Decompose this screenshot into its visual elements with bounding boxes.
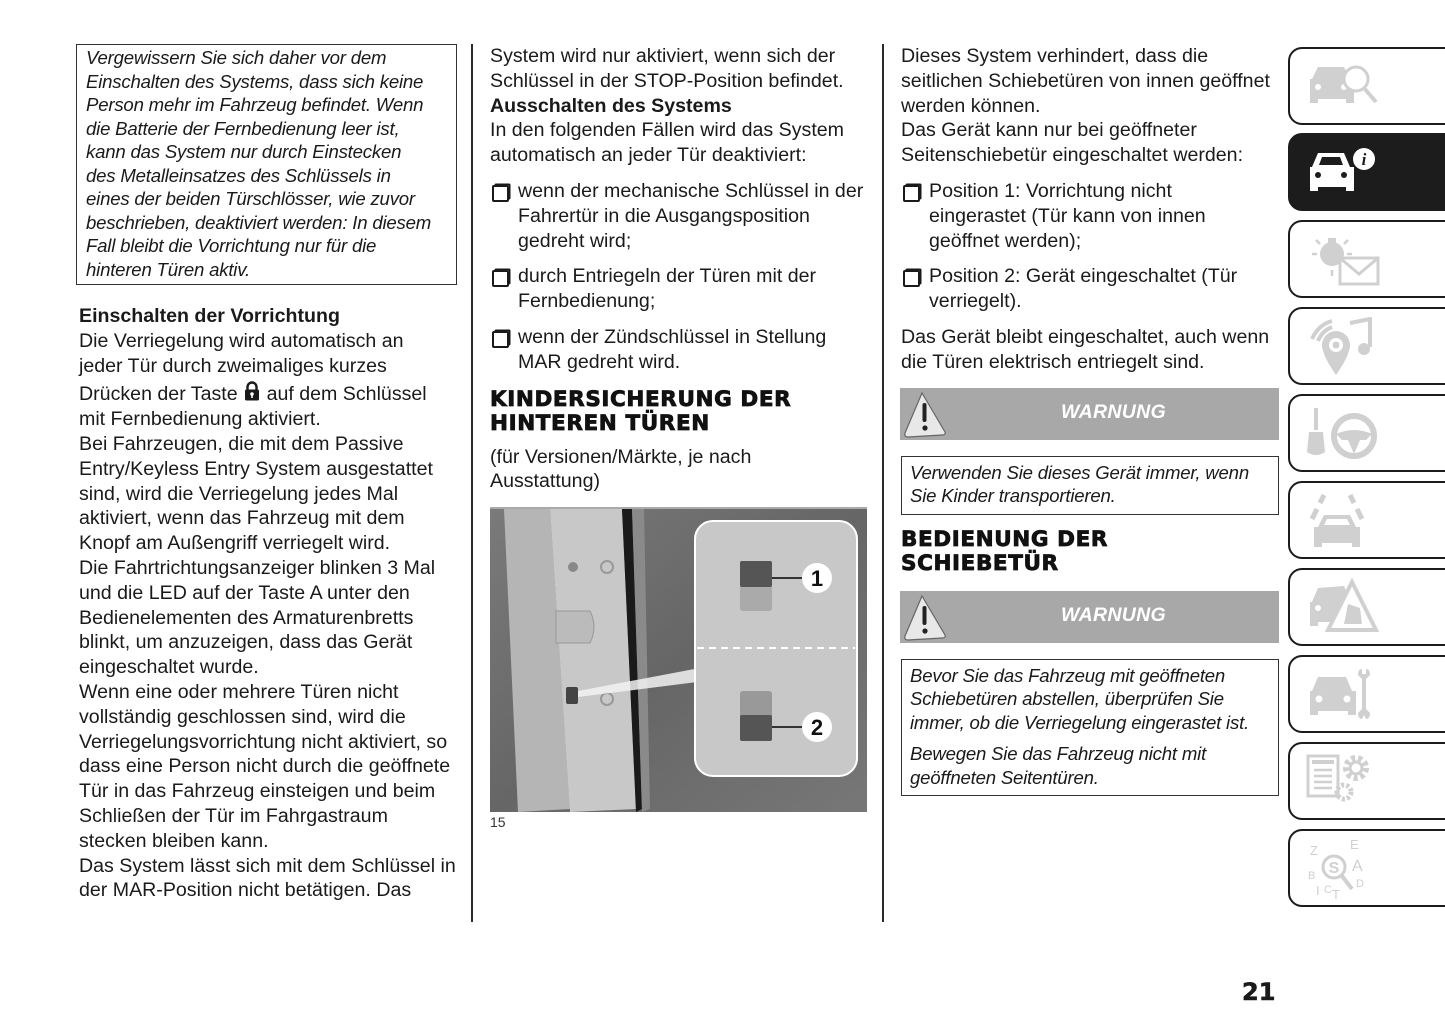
section-title-line: HINTEREN TÜREN [490, 411, 710, 437]
column-3 [901, 44, 1279, 796]
figure-child-lock [490, 507, 867, 812]
warning-text: Verwenden Sie dieses Gerät immer, wenn Sie Kinder transportieren. [910, 461, 1249, 507]
note-line: hinteren Türen aktiv. [86, 258, 250, 280]
figure-caption: 15 [490, 814, 506, 831]
tab-car-search[interactable] [1288, 47, 1445, 125]
list-gears-icon [1304, 752, 1384, 812]
warning-text-box [901, 659, 1279, 797]
subtitle: (für Versionen/Märkte, je nach Ausstattung) [490, 445, 752, 493]
paragraph: Die Fahrtrichtungsanzeiger blinken 3 Mal und die LED auf der Taste A unter den Bedienelementen des Armaturenbretts blinkt, um anzuzeigen, dass das Gerät eingeschaltet wurde. [79, 556, 436, 679]
bullet-item [901, 179, 1279, 253]
note-line: beschrieben, deaktiviert werden: In diesem [86, 211, 432, 233]
note-box [76, 44, 457, 285]
tab-emergency[interactable] [1288, 568, 1445, 646]
key-steering-wheel-icon [1304, 404, 1384, 464]
tab-maintenance[interactable] [1288, 655, 1445, 733]
car-lane-icon [1304, 491, 1384, 551]
section-title-kindersicherung [490, 388, 868, 437]
paragraph: Das Gerät kann nur bei geöffneter Seitenschiebetür eingeschaltet werden: [901, 119, 1244, 167]
bullet-item [901, 264, 1279, 314]
column-divider [471, 44, 473, 922]
checkbox-bullet-icon [903, 185, 920, 202]
tab-car-info[interactable] [1288, 133, 1445, 211]
tab-key-steering[interactable] [1288, 394, 1445, 472]
svg-text:B: B [1308, 870, 1316, 882]
section-title-line: SCHIEBETÜR [901, 551, 1059, 577]
tab-driving[interactable] [1288, 481, 1445, 559]
car-search-icon [1304, 57, 1384, 117]
paragraph: Das System lässt sich mit dem Schlüssel in der MAR-Position nicht betätigen. Das [79, 854, 456, 902]
column-2 [490, 44, 868, 830]
bullet-text: Position 2: Gerät eingeschaltet (Tür verriegelt). [929, 265, 1238, 313]
warning-label: WARNUNG [1060, 400, 1166, 423]
svg-text:I: I [1316, 883, 1320, 898]
note-line: Einschalten des Systems, dass sich keine [86, 70, 424, 92]
bullet-text: wenn der mechanische Schlüssel in der Fahrertür in die Ausgangsposition gedreht wird; [518, 179, 864, 252]
subheading-einschalten: Einschalten der Vorrichtung [79, 305, 340, 327]
callout-2: 2 [810, 715, 824, 741]
svg-text:S: S [1328, 860, 1340, 877]
warning-light-message-icon [1304, 230, 1384, 290]
note-line: Person mehr im Fahrzeug befindet. Wenn [86, 94, 424, 115]
svg-text:Z: Z [1310, 843, 1318, 858]
svg-text:E: E [1350, 839, 1359, 852]
column-1 [79, 44, 457, 903]
subheading-ausschalten: Ausschalten des Systems [490, 94, 732, 117]
paragraph: System wird nur aktiviert, wenn sich der Schlüssel in der STOP-Position befindet. [490, 45, 844, 92]
car-emergency-triangle-icon [1304, 578, 1384, 638]
bullet-item [490, 179, 868, 253]
checkbox-bullet-icon [492, 185, 509, 202]
paragraph: In den folgenden Fällen wird das System automatisch an jeder Tür deaktiviert: [490, 119, 844, 167]
checkbox-bullet-icon [492, 331, 509, 348]
paragraph: Dieses System verhindert, dass die seitlichen Schiebetüren von innen geöffnet werden können. [901, 45, 1270, 117]
note-line: Fall bleibt die Vorrichtung nur für die [86, 235, 377, 256]
note-line: eines der beiden Türschlösser, wie zuvor [86, 188, 415, 209]
bullet-text: Position 1: Vorrichtung nicht eingerastet (Tür kann von innen geöffnet werden); [929, 179, 1206, 252]
car-info-icon [1304, 143, 1384, 203]
note-line: kann das System nur durch Einstecken [86, 141, 402, 162]
note-line: des Metalleinsatzes des Schlüssels in [86, 164, 391, 186]
bullet-item [490, 325, 868, 375]
svg-text:T: T [1332, 887, 1340, 899]
bullet-item [490, 264, 868, 314]
tab-warning-lights[interactable] [1288, 220, 1445, 298]
warning-text: Bewegen Sie das Fahrzeug nicht mit geöffneten Seitentüren. [910, 743, 1207, 788]
warning-banner [900, 591, 1279, 643]
child-lock-illustration [490, 509, 867, 812]
page-number: 21 [1242, 978, 1276, 1006]
car-wrench-icon [1304, 665, 1384, 725]
bullet-text: durch Entriegeln der Türen mit der Fernbedienung; [518, 265, 817, 313]
paragraph: Wenn eine oder mehrere Türen nicht vollständig geschlossen sind, wird die Verriegelungsvorrichtung nicht aktiviert, so dass eine Person nicht durch die geöffnete Tür in das Fahrzeug einsteigen und beim Schließen der Tür im Fahrgastraum stecken bleiben kann. [79, 680, 451, 852]
bullet-text: wenn der Zündschlüssel in Stellung MAR gedreht wird. [518, 325, 827, 373]
checkbox-bullet-icon [903, 270, 920, 287]
text-fragment: auf dem Schlüssel mit Fernbedienung aktiviert. [79, 383, 427, 431]
callout-1: 1 [810, 566, 824, 592]
warning-text-box [901, 456, 1279, 515]
section-title-line: BEDIENUNG DER [901, 526, 1109, 552]
paragraph: Die Verriegelung wird automatisch an jeder Tür durch zweimaliges kurzes [79, 329, 404, 377]
note-line: die Batterie der Fernbedienung leer ist, [86, 117, 400, 139]
alphabet-index-search-icon [1304, 839, 1384, 899]
svg-text:D: D [1356, 878, 1364, 890]
warning-text: Bevor Sie das Fahrzeug mit geöffneten Schiebetüren abstellen, überprüfen Sie immer, ob die Verriegelung eingerastet ist. [910, 664, 1250, 733]
multimedia-location-icon [1304, 317, 1384, 377]
svg-text:i: i [1361, 150, 1367, 169]
text-fragment: Drücken der Taste [79, 383, 238, 406]
checkbox-bullet-icon [492, 270, 509, 287]
warning-banner [900, 388, 1279, 440]
svg-text:C: C [1324, 884, 1332, 896]
tab-technical-data[interactable] [1288, 742, 1445, 820]
paragraph-with-icon [79, 381, 457, 432]
column-divider [882, 44, 884, 922]
note-line: Vergewissern Sie sich daher vor dem [86, 47, 387, 68]
warning-label: WARNUNG [1060, 603, 1166, 626]
section-title-line: KINDERSICHERUNG DER [490, 386, 792, 412]
tab-multimedia[interactable] [1288, 307, 1445, 385]
lock-icon [244, 381, 260, 401]
paragraph: Bei Fahrzeugen, die mit dem Passive Entry/Keyless Entry System ausgestattet sind, wird die Verriegelung jedes Mal aktiviert, wenn das Fahrzeug mit dem Knopf am Außengriff verriegelt wird. [79, 432, 433, 555]
section-title-schiebetuer [901, 528, 1279, 577]
tab-index[interactable] [1288, 829, 1445, 907]
svg-text:A: A [1352, 858, 1363, 875]
paragraph: Das Gerät bleibt eingeschaltet, auch wenn die Türen elektrisch entriegelt sind. [901, 325, 1270, 373]
